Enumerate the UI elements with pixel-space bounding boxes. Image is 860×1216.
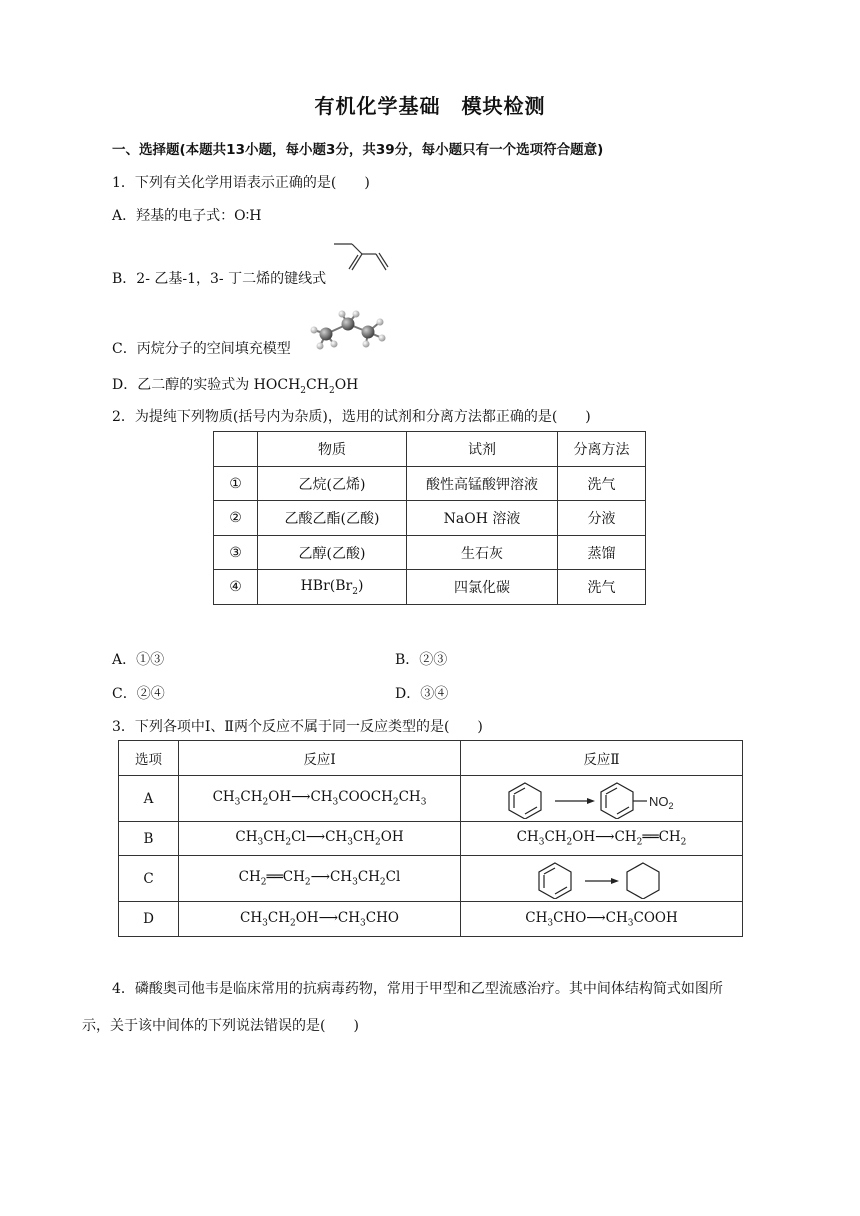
- q2-header-blank: [214, 432, 258, 467]
- q1-option-d: D．乙二醇的实验式为 $HOCH_2CH_2OH$: [112, 377, 359, 396]
- q2-header-substance: 物质: [258, 432, 407, 467]
- table-cell: 洗气: [558, 570, 646, 605]
- table-row: [119, 776, 743, 822]
- table-cell: NaOH 溶液: [407, 501, 558, 536]
- q2-header-reagent: 试剂: [407, 432, 558, 467]
- skeletal-formula-image: [330, 240, 390, 276]
- table-cell: 酸性高锰酸钾溶液: [407, 467, 558, 501]
- q1-option-b: B．2- 乙基-1，3- 丁二烯的键线式: [112, 271, 327, 287]
- section-heading: 一、选择题(本题共13小题，每小题3分，共39分，每小题只有一个选项符合题意): [112, 142, 604, 158]
- q2-option-c: C．②④: [112, 686, 165, 702]
- q3-header-reaction1: 反应Ⅰ: [179, 741, 461, 776]
- q3-header-reaction2: 反应Ⅱ: [461, 741, 743, 776]
- q3-stem: 3．下列各项中Ⅰ、Ⅱ两个反应不属于同一反应类型的是( ): [112, 719, 483, 735]
- table-cell: B: [119, 822, 179, 856]
- reaction-formula: $CH_3CHO⟶CH_3COOH$: [461, 902, 743, 937]
- nitration-reaction-image: [507, 779, 697, 819]
- q4-line2: 示，关于该中间体的下列说法错误的是( ): [82, 1018, 359, 1034]
- q1-option-c: C．丙烷分子的空间填充模型: [112, 341, 291, 357]
- q2-header-method: 分离方法: [558, 432, 646, 467]
- table-row: [119, 902, 743, 937]
- table-cell: 分液: [558, 501, 646, 536]
- reaction-formula: $CH_3CH_2Cl⟶CH_3CH_2OH$: [179, 822, 461, 856]
- table-row: [214, 570, 646, 605]
- q3-header-option: 选项: [119, 741, 179, 776]
- q2-option-b: B．②③: [395, 652, 448, 668]
- reaction-formula: $CH_3CH_2OH⟶CH_3COOCH_2CH_3$: [179, 776, 461, 822]
- table-cell: $HBr(Br_2)$: [258, 570, 407, 605]
- table-cell: 乙烷(乙烯): [258, 467, 407, 501]
- table-cell: 洗气: [558, 467, 646, 501]
- table-cell: ④: [214, 570, 258, 605]
- table-cell: C: [119, 856, 179, 902]
- table-cell: 乙酸乙酯(乙酸): [258, 501, 407, 536]
- propane-model-image: [300, 308, 390, 354]
- table-row: [119, 856, 743, 902]
- table-cell: ③: [214, 536, 258, 570]
- q2-table: [213, 431, 646, 605]
- hydrogenation-reaction-image: [537, 859, 667, 899]
- q3-table: [118, 740, 743, 937]
- q4-line1: 4．磷酸奥司他韦是临床常用的抗病毒药物，常用于甲型和乙型流感治疗。其中间体结构简式如图所: [112, 981, 723, 997]
- table-cell: ②: [214, 501, 258, 536]
- table-row: [214, 467, 646, 501]
- reaction-formula: [461, 856, 743, 902]
- reaction-formula: [461, 776, 743, 822]
- table-cell: 蒸馏: [558, 536, 646, 570]
- reaction-formula: $CH_3CH_2OH⟶CH_3CHO$: [179, 902, 461, 937]
- svg-text:NO2: $NO_2$: [648, 793, 674, 811]
- reaction-formula: $CH_2══CH_2⟶CH_3CH_2Cl$: [179, 856, 461, 902]
- q2-option-d: D．③④: [395, 686, 449, 702]
- table-row: [119, 822, 743, 856]
- q2-option-a: A．①③: [112, 652, 165, 668]
- q1-option-a: A．羟基的电子式：O∶H: [112, 208, 262, 224]
- q2-stem: 2．为提纯下列物质(括号内为杂质)，选用的试剂和分离方法都正确的是( ): [112, 409, 591, 425]
- page-title: 有机化学基础 模块检测: [314, 94, 546, 118]
- table-cell: ①: [214, 467, 258, 501]
- table-cell: A: [119, 776, 179, 822]
- table-cell: 乙醇(乙酸): [258, 536, 407, 570]
- table-row: [214, 536, 646, 570]
- reaction-formula: $CH_3CH_2OH⟶CH_2══CH_2$: [461, 822, 743, 856]
- q1-stem: 1．下列有关化学用语表示正确的是( ): [112, 175, 370, 191]
- table-cell: 四氯化碳: [407, 570, 558, 605]
- table-row: [214, 501, 646, 536]
- table-cell: 生石灰: [407, 536, 558, 570]
- table-cell: D: [119, 902, 179, 937]
